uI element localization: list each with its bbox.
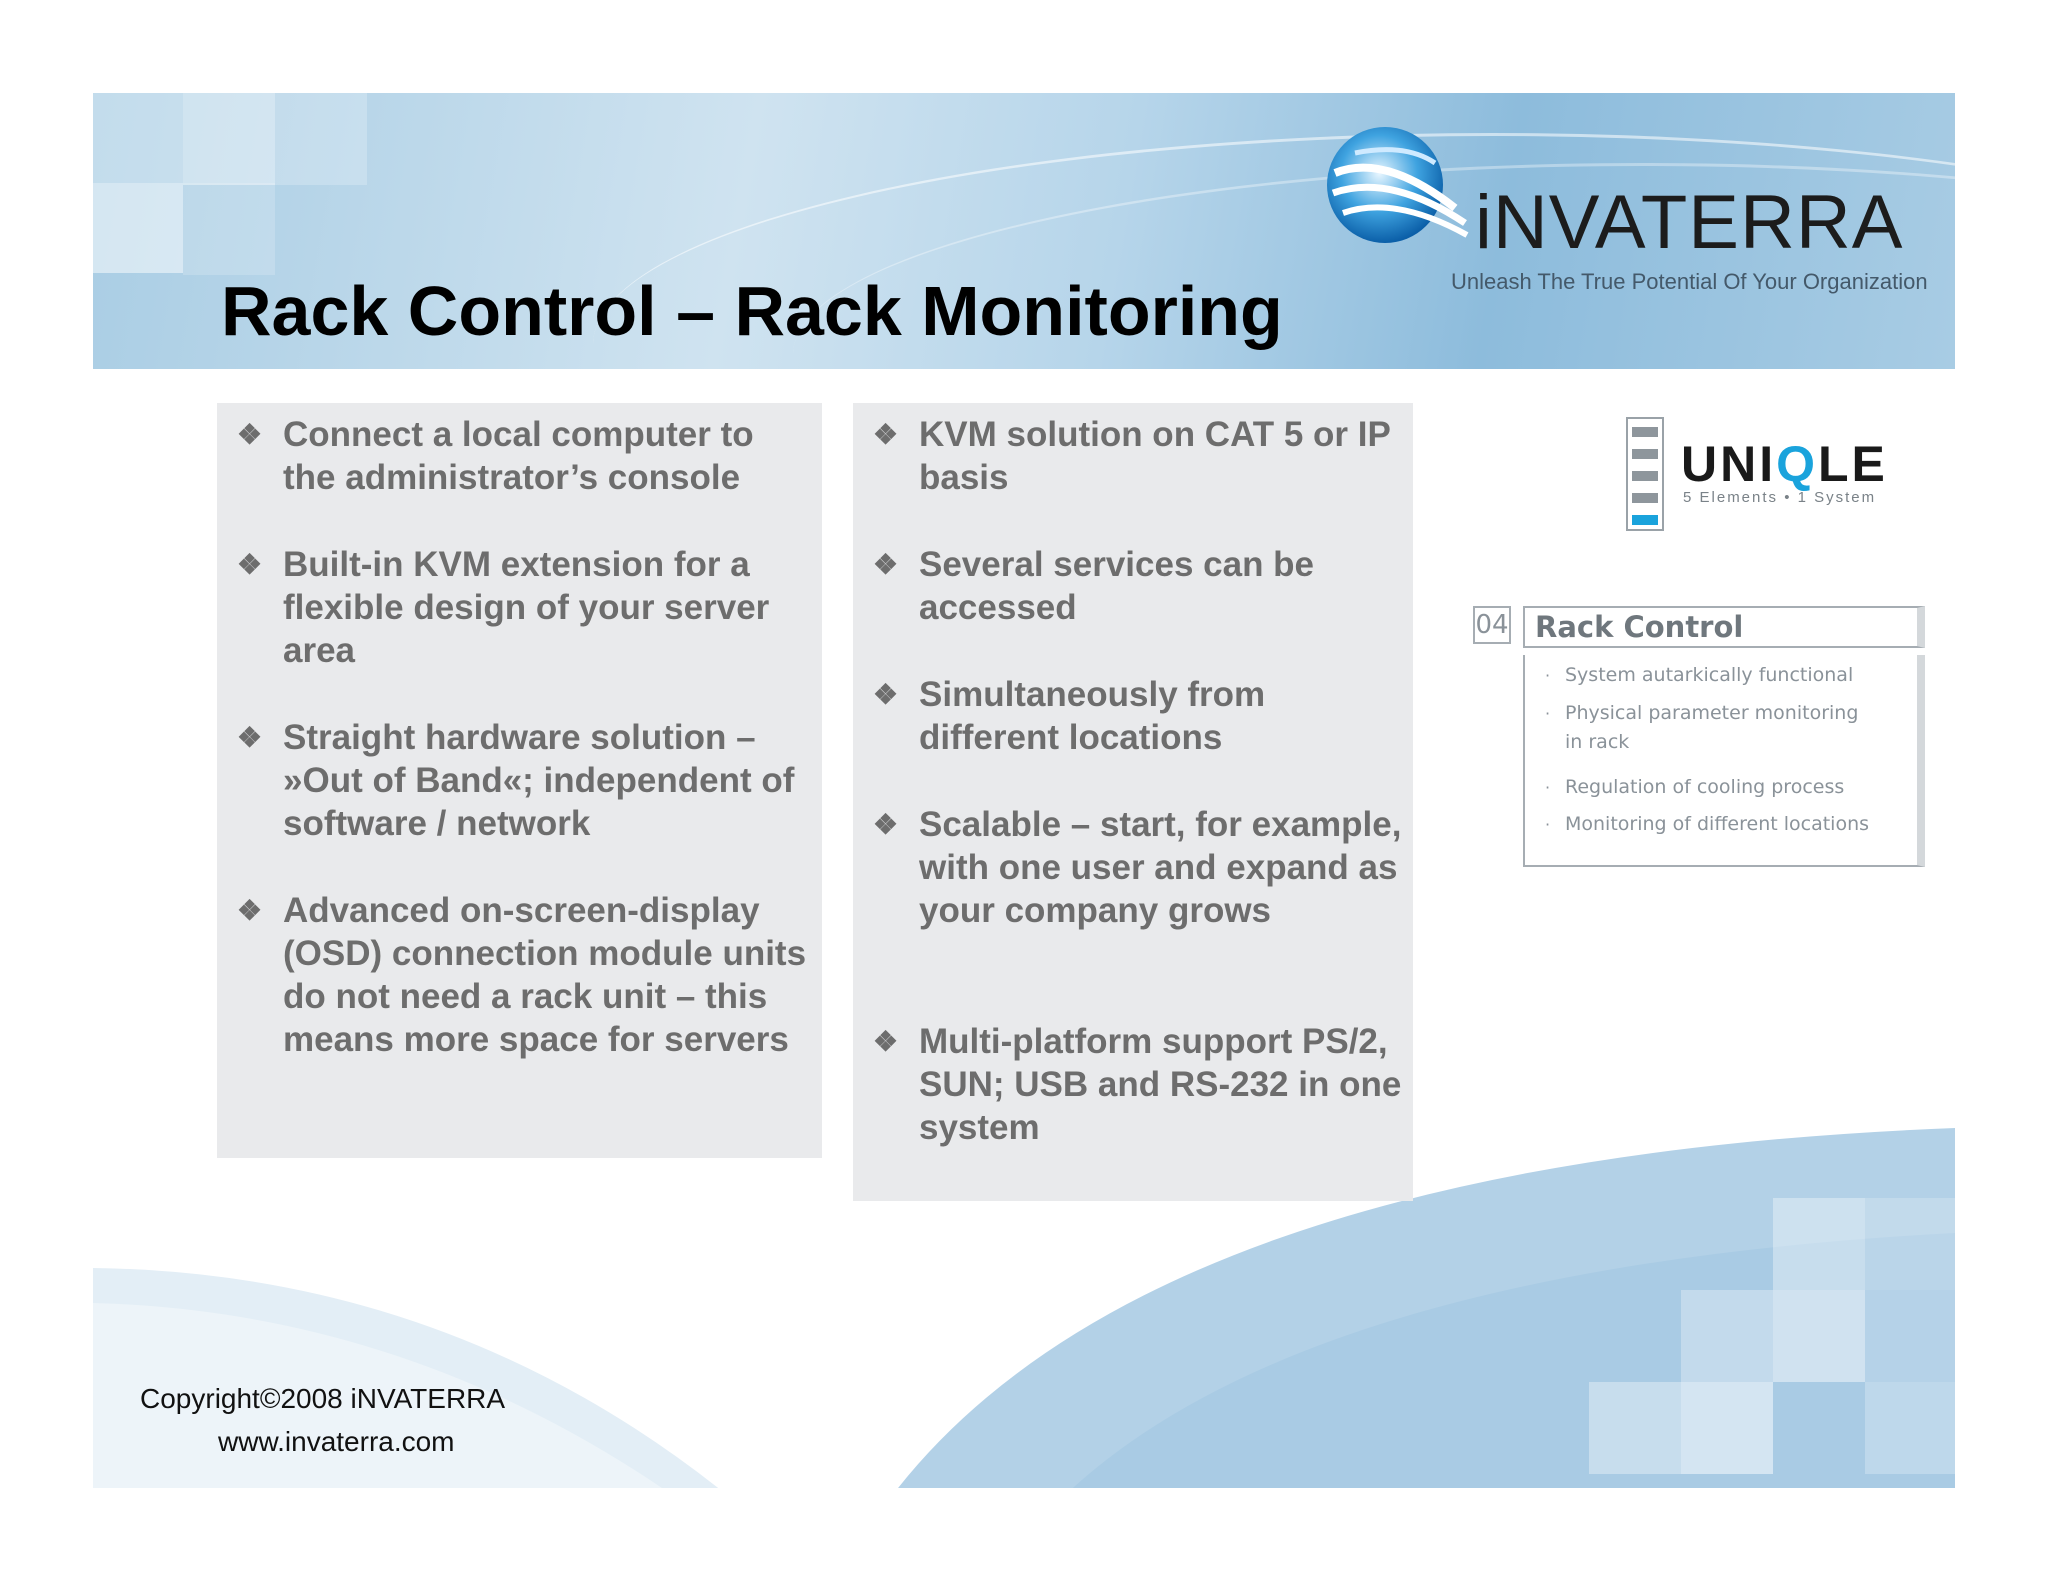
header-decor-square — [183, 183, 275, 275]
header-decor-square — [275, 93, 367, 185]
diamond-bullet-icon: ❖ — [873, 1026, 899, 1057]
product-name — [1681, 435, 1888, 493]
bullet-text: Multi-platform support PS/2, SUN; USB and RS-232 in one system — [919, 1022, 1402, 1147]
diamond-bullet-icon: ❖ — [873, 549, 899, 580]
list-item — [237, 889, 807, 1061]
product-name-part: UNI — [1681, 436, 1777, 492]
copyright-text: Copyright©2008 iNVATERRA — [140, 1383, 506, 1414]
bullet-text: Scalable – start, for example, with one user and expand as your company grows — [919, 805, 1402, 930]
list-item — [873, 543, 1403, 629]
globe-icon — [1315, 113, 1475, 263]
diamond-bullet-icon: ❖ — [237, 549, 263, 580]
bullet-text: Several services can be accessed — [919, 545, 1315, 627]
product-name-part: Q — [1776, 436, 1819, 492]
rack-control-feature-list — [1523, 655, 1925, 867]
product-name-part: LE — [1818, 436, 1888, 492]
rack-control-title: Rack Control — [1535, 610, 1744, 644]
list-item: · System autarkically functional — [1545, 661, 1915, 690]
list-item: · Monitoring of different locations — [1545, 810, 1915, 839]
feature-text: Physical parameter monitoring in rack — [1565, 702, 1859, 753]
feature-text: Monitoring of different locations — [1565, 813, 1870, 835]
header-decor-square — [93, 93, 183, 183]
list-item — [237, 543, 807, 672]
left-bullet-panel — [217, 403, 822, 1158]
bullet-text: KVM solution on CAT 5 or IP basis — [919, 415, 1391, 497]
bullet-text: Advanced on-screen-display (OSD) connection module units do not need a rack unit – this means more space for servers — [283, 891, 807, 1059]
bullet-text: Connect a local computer to the administrator’s console — [283, 415, 754, 497]
list-item — [873, 413, 1403, 499]
brand-tagline: Unleash The True Potential Of Your Organization — [1451, 269, 1928, 294]
header-banner — [93, 93, 1955, 369]
rack-tower-icon — [1626, 417, 1664, 531]
diamond-bullet-icon: ❖ — [237, 419, 263, 450]
feature-text: System autarkically functional — [1565, 664, 1854, 686]
list-item — [873, 1020, 1403, 1149]
bullet-text: Built-in KVM extension for a flexible design of your server area — [283, 545, 770, 670]
list-item: · Regulation of cooling process — [1545, 773, 1915, 802]
bullet-text: Straight hardware solution – »Out of Band«; independent of software / network — [283, 718, 795, 843]
list-item — [237, 716, 807, 845]
bullet-text: Simultaneously from different locations — [919, 675, 1266, 757]
brand-name: iNVATERRA — [1475, 180, 1904, 265]
feature-text: Regulation of cooling process — [1565, 776, 1845, 798]
diamond-bullet-icon: ❖ — [237, 895, 263, 926]
right-bullet-panel — [853, 403, 1413, 1201]
product-subtitle: 5 Elements • 1 System — [1683, 489, 1877, 506]
website-link[interactable]: www.invaterra.com — [218, 1426, 455, 1457]
list-item: · Physical parameter monitoring in rack — [1545, 699, 1865, 757]
list-item — [237, 413, 807, 499]
diamond-bullet-icon: ❖ — [873, 419, 899, 450]
uniqle-logo — [1626, 417, 1926, 517]
rack-control-header — [1523, 606, 1925, 648]
diamond-bullet-icon: ❖ — [873, 679, 899, 710]
header-decor-square — [183, 93, 275, 185]
diamond-bullet-icon: ❖ — [237, 722, 263, 753]
invaterra-logo — [1315, 113, 1945, 294]
slide-title: Rack Control – Rack Monitoring — [221, 272, 1283, 350]
header-decor-square — [93, 183, 183, 273]
list-item — [873, 673, 1403, 759]
diamond-bullet-icon: ❖ — [873, 809, 899, 840]
rack-control-number: 04 — [1473, 606, 1511, 644]
list-item — [873, 803, 1403, 932]
slide — [93, 93, 1955, 1488]
